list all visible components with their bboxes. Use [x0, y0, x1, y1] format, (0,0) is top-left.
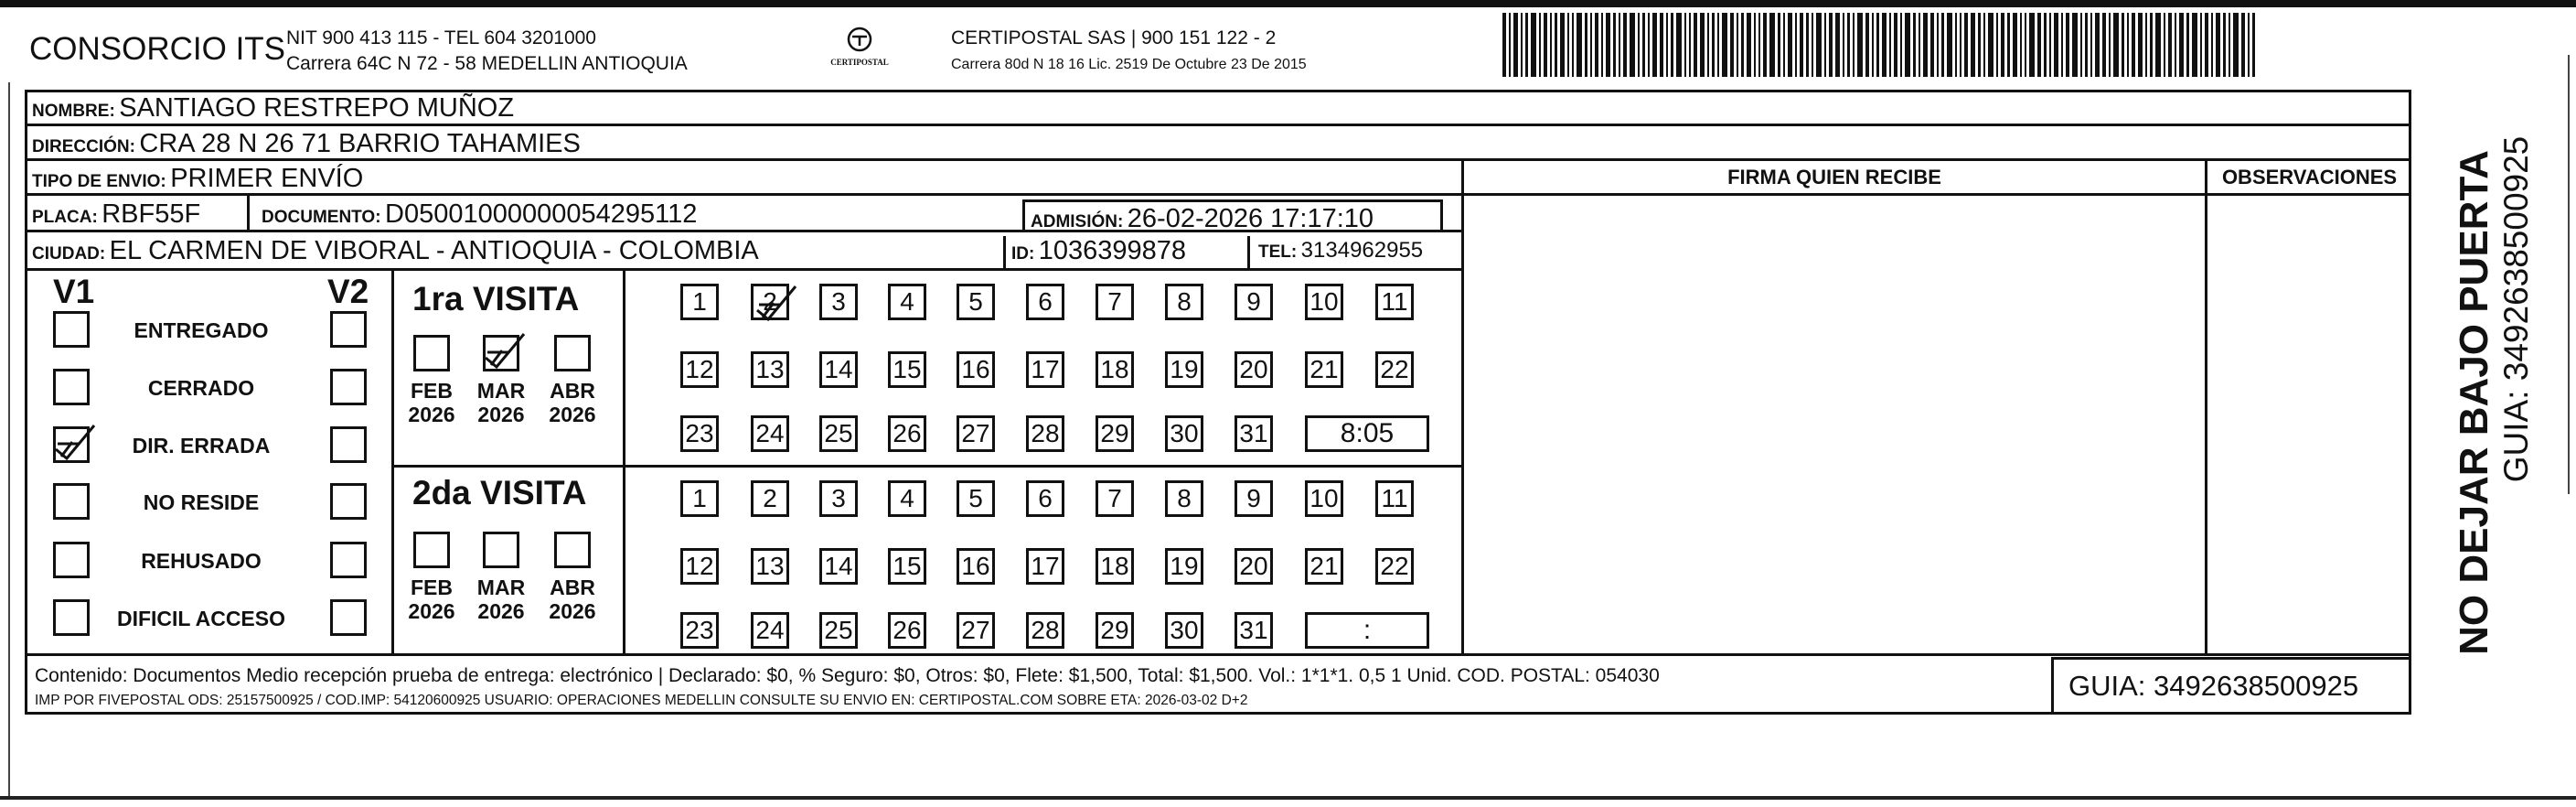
handwritten-check-icon	[52, 422, 100, 466]
first-visit-month-checkbox[interactable]	[413, 335, 450, 371]
second-visit-day-number: 9	[1246, 484, 1261, 512]
signature-header	[1464, 161, 2205, 196]
first-visit-month-name: MAR	[476, 379, 526, 403]
barcode	[1502, 13, 2256, 77]
first-visit-day-number: 10	[1309, 287, 1339, 316]
first-visit-day-number: 29	[1100, 419, 1129, 447]
first-visit-day-box[interactable]	[888, 284, 926, 320]
carrier-info-1: CERTIPOSTAL SAS | 900 151 122 - 2	[951, 27, 1277, 48]
second-visit-day-number: 5	[968, 484, 983, 512]
status-checkbox-v2[interactable]	[330, 483, 367, 520]
first-visit-day-box[interactable]	[1235, 351, 1273, 388]
status-checkbox-v1[interactable]	[53, 426, 90, 463]
first-visit-day-number: 6	[1038, 287, 1053, 316]
recipient-name: SANTIAGO RESTREPO MUÑOZ	[119, 93, 515, 123]
second-visit-day-box[interactable]	[751, 612, 789, 649]
second-visit-day-box[interactable]	[819, 480, 858, 517]
name-label: NOMBRE:	[32, 102, 115, 121]
first-visit-day-number: 8	[1177, 287, 1192, 316]
first-visit-day-number: 19	[1170, 355, 1199, 383]
first-visit-day-number: 23	[685, 419, 714, 447]
second-visit-day-number: 22	[1380, 552, 1409, 580]
status-label: NO RESIDE	[143, 490, 260, 514]
first-visit-day-box[interactable]	[751, 284, 789, 320]
first-visit-day-number: 26	[893, 419, 922, 447]
first-visit-day-box[interactable]	[819, 415, 858, 452]
address-label: DIRECCIÓN:	[32, 137, 135, 156]
first-visit-month-label	[543, 379, 602, 427]
second-visit-day-box[interactable]	[751, 480, 789, 517]
second-visit-day-number: 8	[1177, 484, 1192, 512]
second-visit-day-box[interactable]	[1235, 480, 1273, 517]
first-visit-day-number: 20	[1239, 355, 1268, 383]
status-checkbox-v1[interactable]	[53, 542, 90, 578]
second-visit-day-box[interactable]	[1096, 612, 1134, 649]
second-visit-day-box[interactable]	[1165, 612, 1203, 649]
second-visit-day-number: 30	[1170, 616, 1199, 644]
name-row	[25, 90, 2411, 126]
second-visit-day-box[interactable]	[1026, 480, 1064, 517]
first-visit-day-box[interactable]	[1026, 415, 1064, 452]
first-visit-day-box[interactable]	[957, 351, 995, 388]
first-visit-day-number: 15	[893, 355, 922, 383]
first-visit-day-box[interactable]	[957, 415, 995, 452]
signature-area[interactable]	[1464, 196, 2205, 653]
first-visit-title: 1ra VISITA	[412, 280, 580, 317]
second-visit-day-box[interactable]	[751, 548, 789, 585]
second-visit-month-label	[402, 576, 461, 624]
status-checkbox-v2[interactable]	[330, 311, 367, 348]
id-cell	[1003, 236, 1250, 271]
second-visit-month-checkbox[interactable]	[554, 532, 591, 568]
second-visit-day-number: 18	[1100, 552, 1129, 580]
second-visit-time-box[interactable]: :	[1305, 612, 1429, 649]
second-visit-day-box[interactable]	[957, 548, 995, 585]
first-visit-day-number: 18	[1100, 355, 1129, 383]
second-visit-day-box[interactable]	[1165, 480, 1203, 517]
document-label: DOCUMENTO:	[262, 208, 381, 227]
second-visit-day-box[interactable]	[1375, 548, 1414, 585]
first-visit-day-number: 21	[1309, 355, 1339, 383]
second-visit-day-number: 17	[1031, 552, 1060, 580]
scan-top-edge	[0, 0, 2576, 7]
first-visit-day-box[interactable]	[751, 351, 789, 388]
first-visit-day-number: 2	[763, 287, 777, 316]
second-visit-month-year: 2026	[408, 599, 455, 624]
tel-cell	[1253, 236, 1461, 271]
second-visit-day-box[interactable]	[819, 612, 858, 649]
first-visit-day-box[interactable]	[819, 351, 858, 388]
city-value: EL CARMEN DE VIBORAL - ANTIOQUIA - COLOMBIA	[109, 236, 759, 265]
status-checkbox-v1[interactable]	[53, 369, 90, 405]
second-visit-month-checkbox[interactable]	[483, 532, 519, 568]
scan-left-edge	[8, 82, 10, 796]
second-visit-day-box[interactable]	[819, 548, 858, 585]
second-visit-day-number: 25	[824, 616, 853, 644]
observations-area[interactable]	[2205, 196, 2411, 653]
second-visit-day-box[interactable]	[1026, 548, 1064, 585]
second-visit-day-number: 4	[900, 484, 914, 512]
second-visit-day-box[interactable]	[888, 612, 926, 649]
first-visit-month-year: 2026	[477, 403, 525, 427]
first-visit-day-number: 7	[1107, 287, 1122, 316]
first-visit-day-box[interactable]	[1096, 415, 1134, 452]
plate-label: PLACA:	[32, 208, 98, 227]
second-visit-day-box[interactable]	[957, 480, 995, 517]
first-visit-month-label	[402, 379, 461, 427]
second-visit-title: 2da VISITA	[412, 474, 587, 511]
second-visit-day-number: 15	[893, 552, 922, 580]
second-visit-day-box[interactable]	[1235, 548, 1273, 585]
id-value: 1036399878	[1038, 236, 1187, 265]
second-visit-day-number: 10	[1309, 484, 1339, 512]
second-visit-day-number: 16	[961, 552, 990, 580]
first-visit-day-box[interactable]	[1165, 284, 1203, 320]
address-row	[25, 126, 2411, 161]
second-visit-day-number: 29	[1100, 616, 1129, 644]
first-visit-day-number: 30	[1170, 419, 1199, 447]
second-visit-day-number: 14	[824, 552, 853, 580]
first-visit-day-box[interactable]	[888, 415, 926, 452]
first-visit-day-number: 1	[692, 287, 707, 316]
admission-cell	[1022, 199, 1443, 232]
second-visit-day-box[interactable]	[680, 612, 719, 649]
tel-value: 3134962955	[1300, 238, 1424, 263]
status-checkbox-v1[interactable]	[53, 599, 90, 636]
shipment-type: PRIMER ENVÍO	[170, 164, 364, 193]
certipostal-logo	[828, 26, 892, 77]
second-visit-month-label	[543, 576, 602, 624]
first-visit-day-box[interactable]	[1305, 351, 1343, 388]
first-visit-month-label	[472, 379, 530, 427]
second-visit-day-box[interactable]	[957, 612, 995, 649]
second-visit-day-box[interactable]	[1375, 480, 1414, 517]
status-checkbox-v1[interactable]	[53, 483, 90, 520]
status-checkbox-v2[interactable]	[330, 542, 367, 578]
status-label: ENTREGADO	[134, 318, 269, 342]
footer-content-line: Contenido: Documentos Medio recepción prueba de entrega: electrónico | Declarado: $0, % Seguro: $0, Otros: $0, Flete: $1,500, Total: $1,500. Vol.: 1*1*1. 0,5 1 Unid. COD. POSTAL: 054030	[35, 665, 1660, 686]
first-visit-day-box[interactable]	[751, 415, 789, 452]
observations-header	[2205, 161, 2411, 196]
first-visit-day-number: 14	[824, 355, 853, 383]
second-visit-month-year: 2026	[549, 599, 596, 624]
recipient-address: CRA 28 N 26 71 BARRIO TAHAMIES	[139, 129, 581, 158]
admission-label: ADMISIÓN:	[1031, 212, 1124, 231]
company-info-2: Carrera 64C N 72 - 58 MEDELLIN ANTIOQUIA	[286, 53, 688, 74]
status-label: DIFICIL ACCESO	[116, 607, 285, 630]
first-visit-day-box[interactable]	[1305, 284, 1343, 320]
second-visit-day-number: 26	[893, 616, 922, 644]
first-visit-day-box[interactable]	[1096, 351, 1134, 388]
handwritten-check-icon	[754, 283, 801, 327]
carrier-info-2: Carrera 80d N 18 16 Lic. 2519 De Octubre 23 De 2015	[951, 57, 1307, 72]
second-visit-day-number: 21	[1309, 552, 1339, 580]
id-label: ID:	[1011, 244, 1035, 264]
second-visit-month-checkbox[interactable]	[413, 532, 450, 568]
first-visit-month-checkbox[interactable]	[554, 335, 591, 371]
second-visit-day-number: 1	[692, 484, 707, 512]
side-guide: GUIA: 3492638500925	[2497, 135, 2535, 483]
plate-cell	[25, 196, 250, 230]
first-visit-day-box[interactable]	[680, 284, 719, 320]
second-visit-day-box[interactable]	[1305, 480, 1343, 517]
second-visit-day-box[interactable]	[1165, 548, 1203, 585]
second-visit-day-number: 3	[831, 484, 846, 512]
first-visit-day-box[interactable]	[819, 284, 858, 320]
footer-print-line: IMP POR FIVEPOSTAL ODS: 25157500925 / COD.IMP: 54120600925 USUARIO: OPERACIONES MEDELLIN CONSULTE SU ENVIO EN: CERTIPOSTAL.COM SOBRE ETA: 2026-03-02 D+2	[35, 693, 1248, 708]
second-visit-day-box[interactable]	[1096, 480, 1134, 517]
footer-guide: GUIA: 3492638500925	[2068, 670, 2359, 702]
first-visit-day-box[interactable]	[1375, 351, 1414, 388]
document-cell	[254, 196, 1013, 230]
observations-header-label: OBSERVACIONES	[2221, 166, 2398, 188]
first-visit-day-number: 4	[900, 287, 914, 316]
v1-label: V1	[53, 273, 95, 310]
second-visit-day-number: 13	[755, 552, 785, 580]
first-visit-day-box[interactable]	[1235, 415, 1273, 452]
second-visit-day-box[interactable]	[1235, 612, 1273, 649]
first-visit-month-name: ABR	[550, 379, 595, 403]
second-visit-day-number: 28	[1031, 616, 1060, 644]
first-visit-day-number: 31	[1239, 419, 1268, 447]
second-visit-day-number: 12	[685, 552, 714, 580]
first-visit-day-number: 27	[961, 419, 990, 447]
first-visit-day-number: 22	[1380, 355, 1409, 383]
first-visit-day-box[interactable]	[680, 351, 719, 388]
first-visit-day-number: 13	[755, 355, 785, 383]
second-visit-day-box[interactable]	[680, 480, 719, 517]
second-visit-day-number: 24	[755, 616, 785, 644]
status-label: REHUSADO	[141, 549, 262, 573]
second-visit-day-number: 27	[961, 616, 990, 644]
plate-value: RBF55F	[102, 199, 201, 229]
second-visit-day-box[interactable]	[888, 480, 926, 517]
company-info-1: NIT 900 413 115 - TEL 604 3201000	[286, 27, 596, 48]
first-visit-day-number: 17	[1031, 355, 1060, 383]
type-label: TIPO DE ENVIO:	[32, 172, 166, 191]
second-visit-day-number: 20	[1239, 552, 1268, 580]
first-visit-day-number: 12	[685, 355, 714, 383]
second-visit-day-number: 11	[1381, 484, 1408, 512]
status-checkbox-v2[interactable]	[330, 426, 367, 463]
second-visit-day-number: 7	[1107, 484, 1122, 512]
second-visit-day-box[interactable]	[888, 548, 926, 585]
second-visit-month-name: FEB	[411, 576, 453, 599]
first-visit-month-year: 2026	[408, 403, 455, 427]
city-label: CIUDAD:	[32, 244, 106, 264]
handwritten-check-icon	[482, 330, 529, 374]
first-visit-time-box[interactable]: 8:05	[1305, 415, 1429, 452]
second-visit-day-box[interactable]	[1026, 612, 1064, 649]
signature-header-label: FIRMA QUIEN RECIBE	[1727, 166, 1941, 188]
first-visit-day-box[interactable]	[1026, 284, 1064, 320]
tel-label: TEL:	[1258, 242, 1298, 262]
first-visit-day-box[interactable]	[957, 284, 995, 320]
first-visit-day-box[interactable]	[1375, 284, 1414, 320]
certipostal-logo-icon	[846, 26, 873, 53]
first-visit-month-year: 2026	[549, 403, 596, 427]
city-cell	[25, 234, 994, 267]
second-visit-day-number: 2	[763, 484, 777, 512]
second-visit-day-number: 19	[1170, 552, 1199, 580]
first-visit-day-box[interactable]	[1165, 351, 1203, 388]
status-checkbox-v1[interactable]	[53, 311, 90, 348]
second-visit-day-box[interactable]	[1305, 548, 1343, 585]
second-visit-day-box[interactable]	[680, 548, 719, 585]
company-name: CONSORCIO ITS	[29, 31, 286, 67]
document-value: D05001000000054295112	[385, 199, 698, 229]
admission-value: 26-02-2026 17:17:10	[1127, 204, 1374, 233]
first-visit-day-number: 16	[961, 355, 990, 383]
second-visit-month-name: ABR	[550, 576, 595, 599]
logo-text: CERTIPOSTAL	[830, 58, 889, 67]
first-visit-day-number: 25	[824, 419, 853, 447]
second-visit-month-year: 2026	[477, 599, 525, 624]
first-visit-day-box[interactable]	[1165, 415, 1203, 452]
second-visit-month-name: MAR	[476, 576, 526, 599]
status-label: CERRADO	[147, 376, 255, 400]
side-warning: NO DEJAR BAJO PUERTA	[2452, 150, 2496, 655]
first-visit-day-number: 5	[968, 287, 983, 316]
first-visit-day-number: 11	[1381, 287, 1408, 316]
scan-bottom-edge	[0, 796, 2576, 800]
first-visit-day-box[interactable]	[888, 351, 926, 388]
v2-label: V2	[327, 273, 369, 310]
first-visit-day-box[interactable]	[680, 415, 719, 452]
first-visit-month-name: FEB	[411, 379, 453, 403]
second-visit-day-number: 23	[685, 616, 714, 644]
first-visit-month-checkbox[interactable]	[483, 335, 519, 371]
status-label: DIR. ERRADA	[132, 434, 271, 457]
scan-right-edge	[2568, 55, 2570, 494]
first-visit-day-box[interactable]	[1096, 284, 1134, 320]
first-visit-day-box[interactable]	[1026, 351, 1064, 388]
status-checkbox-v2[interactable]	[330, 369, 367, 405]
second-visit-day-number: 31	[1239, 616, 1268, 644]
first-visit-day-number: 28	[1031, 419, 1060, 447]
first-visit-day-number: 9	[1246, 287, 1261, 316]
first-visit-day-number: 3	[831, 287, 846, 316]
second-visit-day-box[interactable]	[1096, 548, 1134, 585]
first-visit-day-box[interactable]	[1235, 284, 1273, 320]
second-visit-month-label	[472, 576, 530, 624]
first-visit-day-number: 24	[755, 419, 785, 447]
second-visit-day-number: 6	[1038, 484, 1053, 512]
status-checkbox-v2[interactable]	[330, 599, 367, 636]
type-row	[25, 161, 1464, 196]
